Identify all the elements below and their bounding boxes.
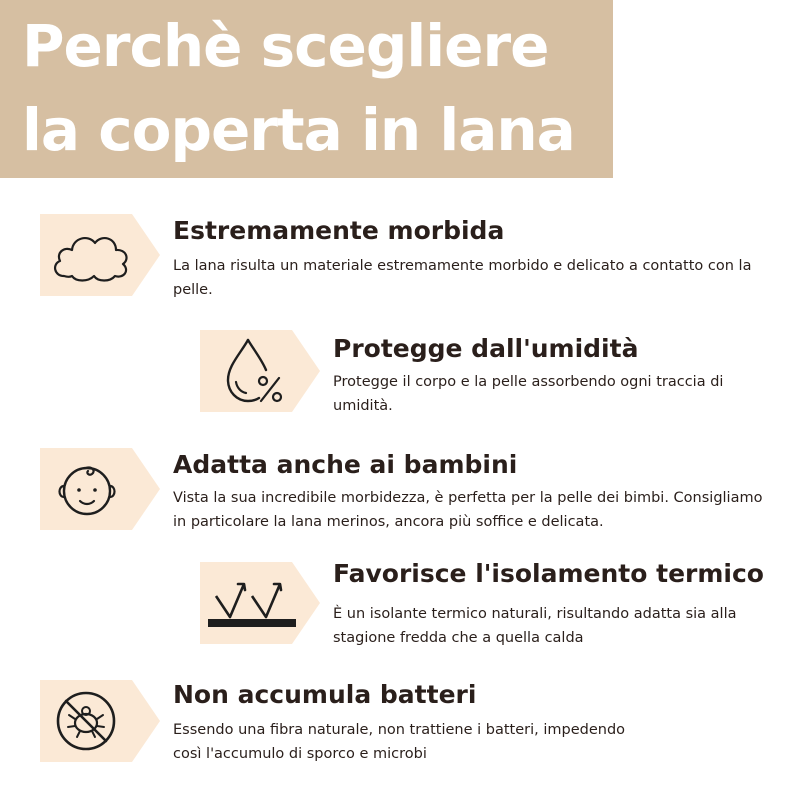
feature-badge	[40, 214, 160, 296]
feature-title: Estremamente morbida	[173, 216, 505, 245]
feature-badge	[40, 448, 160, 530]
feature-description: Vista la sua incredibile morbidezza, è perfetta per la pelle dei bimbi. Consigliamo in particolare la lana merinos, ancora più soffice e delicata.	[173, 490, 763, 530]
feature-item-insulation	[200, 559, 790, 652]
feature-item-children	[40, 448, 780, 538]
feature-description: Protegge il corpo e la pelle assorbendo ogni traccia di umidità.	[333, 374, 724, 414]
baby-face-icon	[50, 453, 124, 527]
feature-title: Protegge dall'umidità	[333, 334, 639, 363]
feature-description: La lana risulta un materiale estremamente morbido e delicato a contatto con la pelle.	[173, 258, 752, 298]
feature-description: Essendo una fibra naturale, non trattiene i batteri, impedendo così l'accumulo di sporco e microbi	[173, 722, 626, 762]
feature-badge	[200, 330, 320, 412]
no-bacteria-icon	[49, 684, 123, 758]
feature-title: Non accumula batteri	[173, 680, 477, 709]
feature-item-soft	[40, 214, 780, 304]
feature-badge	[40, 680, 160, 762]
thermal-insulation-icon	[204, 572, 300, 638]
feature-description: È un isolante termico naturali, risultando adatta sia alla stagione fredda che a quella calda	[333, 606, 737, 646]
page-title: Perchè scegliere la coperta in lana	[22, 12, 575, 164]
feature-badge	[200, 562, 320, 644]
feature-title: Favorisce l'isolamento termico	[333, 559, 764, 588]
feature-item-humidity	[200, 330, 790, 420]
header-banner	[0, 0, 613, 178]
cloud-icon	[50, 226, 132, 286]
feature-title: Adatta anche ai bambini	[173, 450, 518, 479]
feature-item-bacteria	[40, 680, 780, 770]
humidity-drop-icon	[210, 334, 290, 408]
